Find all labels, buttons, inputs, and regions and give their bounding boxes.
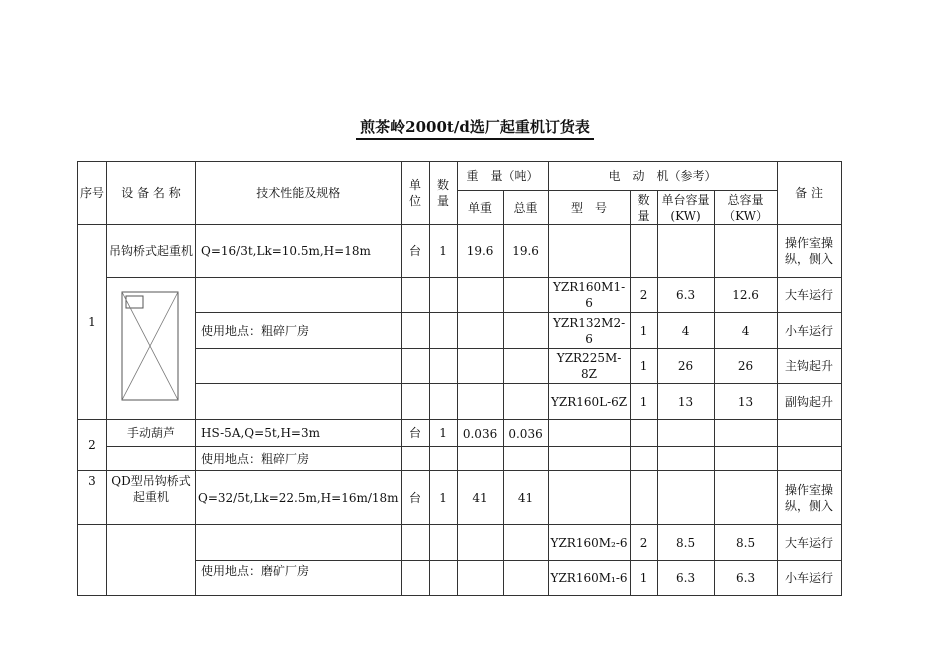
total-weight-cell: 0.036 — [508, 427, 543, 440]
location-cell: 使用地点：粗碎厂房 — [196, 313, 402, 349]
motor-model: YZR160M₁-6 — [548, 561, 630, 596]
col-qty-header: 数量 — [429, 162, 457, 225]
motor-remark: 小车运行 — [777, 313, 841, 349]
motor-unit-cap: 6.3 — [657, 561, 714, 596]
total-weight-cell: 41 — [503, 471, 548, 525]
equipment-name: 手动葫芦 — [107, 420, 196, 447]
table-row — [78, 225, 842, 278]
col-remark-header: 备 注 — [777, 162, 841, 225]
motor-model: YZR225M-8Z — [548, 349, 630, 384]
motor-total-cap: 4 — [714, 313, 777, 349]
motor-total-cap: 6.3 — [714, 561, 777, 596]
qty-cell: 1 — [429, 225, 457, 278]
total-weight-cell: 19.6 — [503, 225, 548, 278]
spec-cell: Q=16/3t,Lk=10.5m,H=18m — [196, 225, 402, 278]
unit-weight-cell: 19.6 — [457, 225, 503, 278]
seq-cell: 2 — [78, 420, 107, 471]
motor-remark: 主钩起升 — [777, 349, 841, 384]
table-row — [78, 471, 842, 525]
remark-cell: 操作室操纵，侧入 — [777, 471, 841, 525]
qty-cell: 1 — [429, 471, 457, 525]
page-title: 煎茶岭2000t/d选厂起重机订货表 — [0, 116, 950, 140]
motor-remark: 大车运行 — [777, 278, 841, 313]
spec-cell: HS-5A,Q=5t,H=3m — [196, 420, 402, 447]
motor-qty: 2 — [630, 278, 657, 313]
col-motor-qty-header: 数量 — [630, 191, 657, 225]
motor-total-cap: 12.6 — [714, 278, 777, 313]
col-unit-weight-header: 单重 — [457, 191, 503, 225]
order-table — [77, 161, 842, 596]
header-row-1 — [78, 162, 842, 191]
motor-model: YZR160M₂-6 — [548, 525, 630, 561]
col-total-weight-header: 总重 — [503, 191, 548, 225]
unit-weight-cell: 41 — [457, 471, 503, 525]
unit-cell: 台 — [401, 471, 429, 525]
motor-qty: 1 — [630, 349, 657, 384]
location-cell: 使用地点：磨矿厂房 — [196, 561, 402, 596]
motor-model: YZR132M2-6 — [548, 313, 630, 349]
motor-remark: 大车运行 — [777, 525, 841, 561]
motor-total-cap: 13 — [714, 384, 777, 420]
col-name-header: 设 备 名 称 — [107, 162, 196, 225]
seq-cell: 3 — [78, 471, 107, 525]
motor-model: YZR160M1-6 — [548, 278, 630, 313]
motor-qty: 1 — [630, 313, 657, 349]
crane-sketch — [107, 278, 196, 420]
col-spec-header: 技术性能及规格 — [196, 162, 402, 225]
motor-total-cap: 26 — [714, 349, 777, 384]
table-row — [78, 278, 842, 313]
unit-cell: 台 — [401, 225, 429, 278]
unit-weight-cell: 0.036 — [462, 427, 498, 440]
col-unit-cap-header: 单台容量(KW) — [657, 191, 714, 225]
motor-unit-cap: 13 — [657, 384, 714, 420]
col-motor-header: 电 动 机（参考） — [548, 162, 777, 191]
seq-cell: 1 — [78, 225, 107, 420]
motor-total-cap: 8.5 — [714, 525, 777, 561]
col-unit-header: 单位 — [401, 162, 429, 225]
table-row — [78, 420, 842, 447]
remark-cell: 操作室操纵，侧入 — [777, 225, 841, 278]
col-model-header: 型 号 — [548, 191, 630, 225]
motor-model: YZR160L-6Z — [548, 384, 630, 420]
col-total-cap-header: 总容量（KW） — [714, 191, 777, 225]
motor-qty: 2 — [630, 525, 657, 561]
motor-qty: 1 — [630, 561, 657, 596]
location-cell: 使用地点：粗碎厂房 — [196, 447, 402, 471]
unit-cell: 台 — [401, 420, 429, 447]
motor-remark: 副钩起升 — [777, 384, 841, 420]
col-seq-header: 序号 — [78, 162, 107, 225]
motor-unit-cap: 8.5 — [657, 525, 714, 561]
crane-drawing-icon — [119, 290, 183, 404]
col-weight-header: 重 量（吨） — [457, 162, 548, 191]
motor-unit-cap: 4 — [657, 313, 714, 349]
table-row — [78, 447, 842, 471]
motor-remark: 小车运行 — [777, 561, 841, 596]
motor-qty: 1 — [630, 384, 657, 420]
equipment-name: 吊钩桥式起重机 — [107, 225, 196, 278]
spec-cell: Q=32/5t,Lk=22.5m,H=16m/18m — [196, 471, 402, 525]
motor-unit-cap: 6.3 — [657, 278, 714, 313]
motor-unit-cap: 26 — [657, 349, 714, 384]
qty-cell: 1 — [429, 420, 457, 447]
table-row — [78, 525, 842, 561]
equipment-name: QD型吊钩桥式起重机 — [107, 471, 196, 525]
